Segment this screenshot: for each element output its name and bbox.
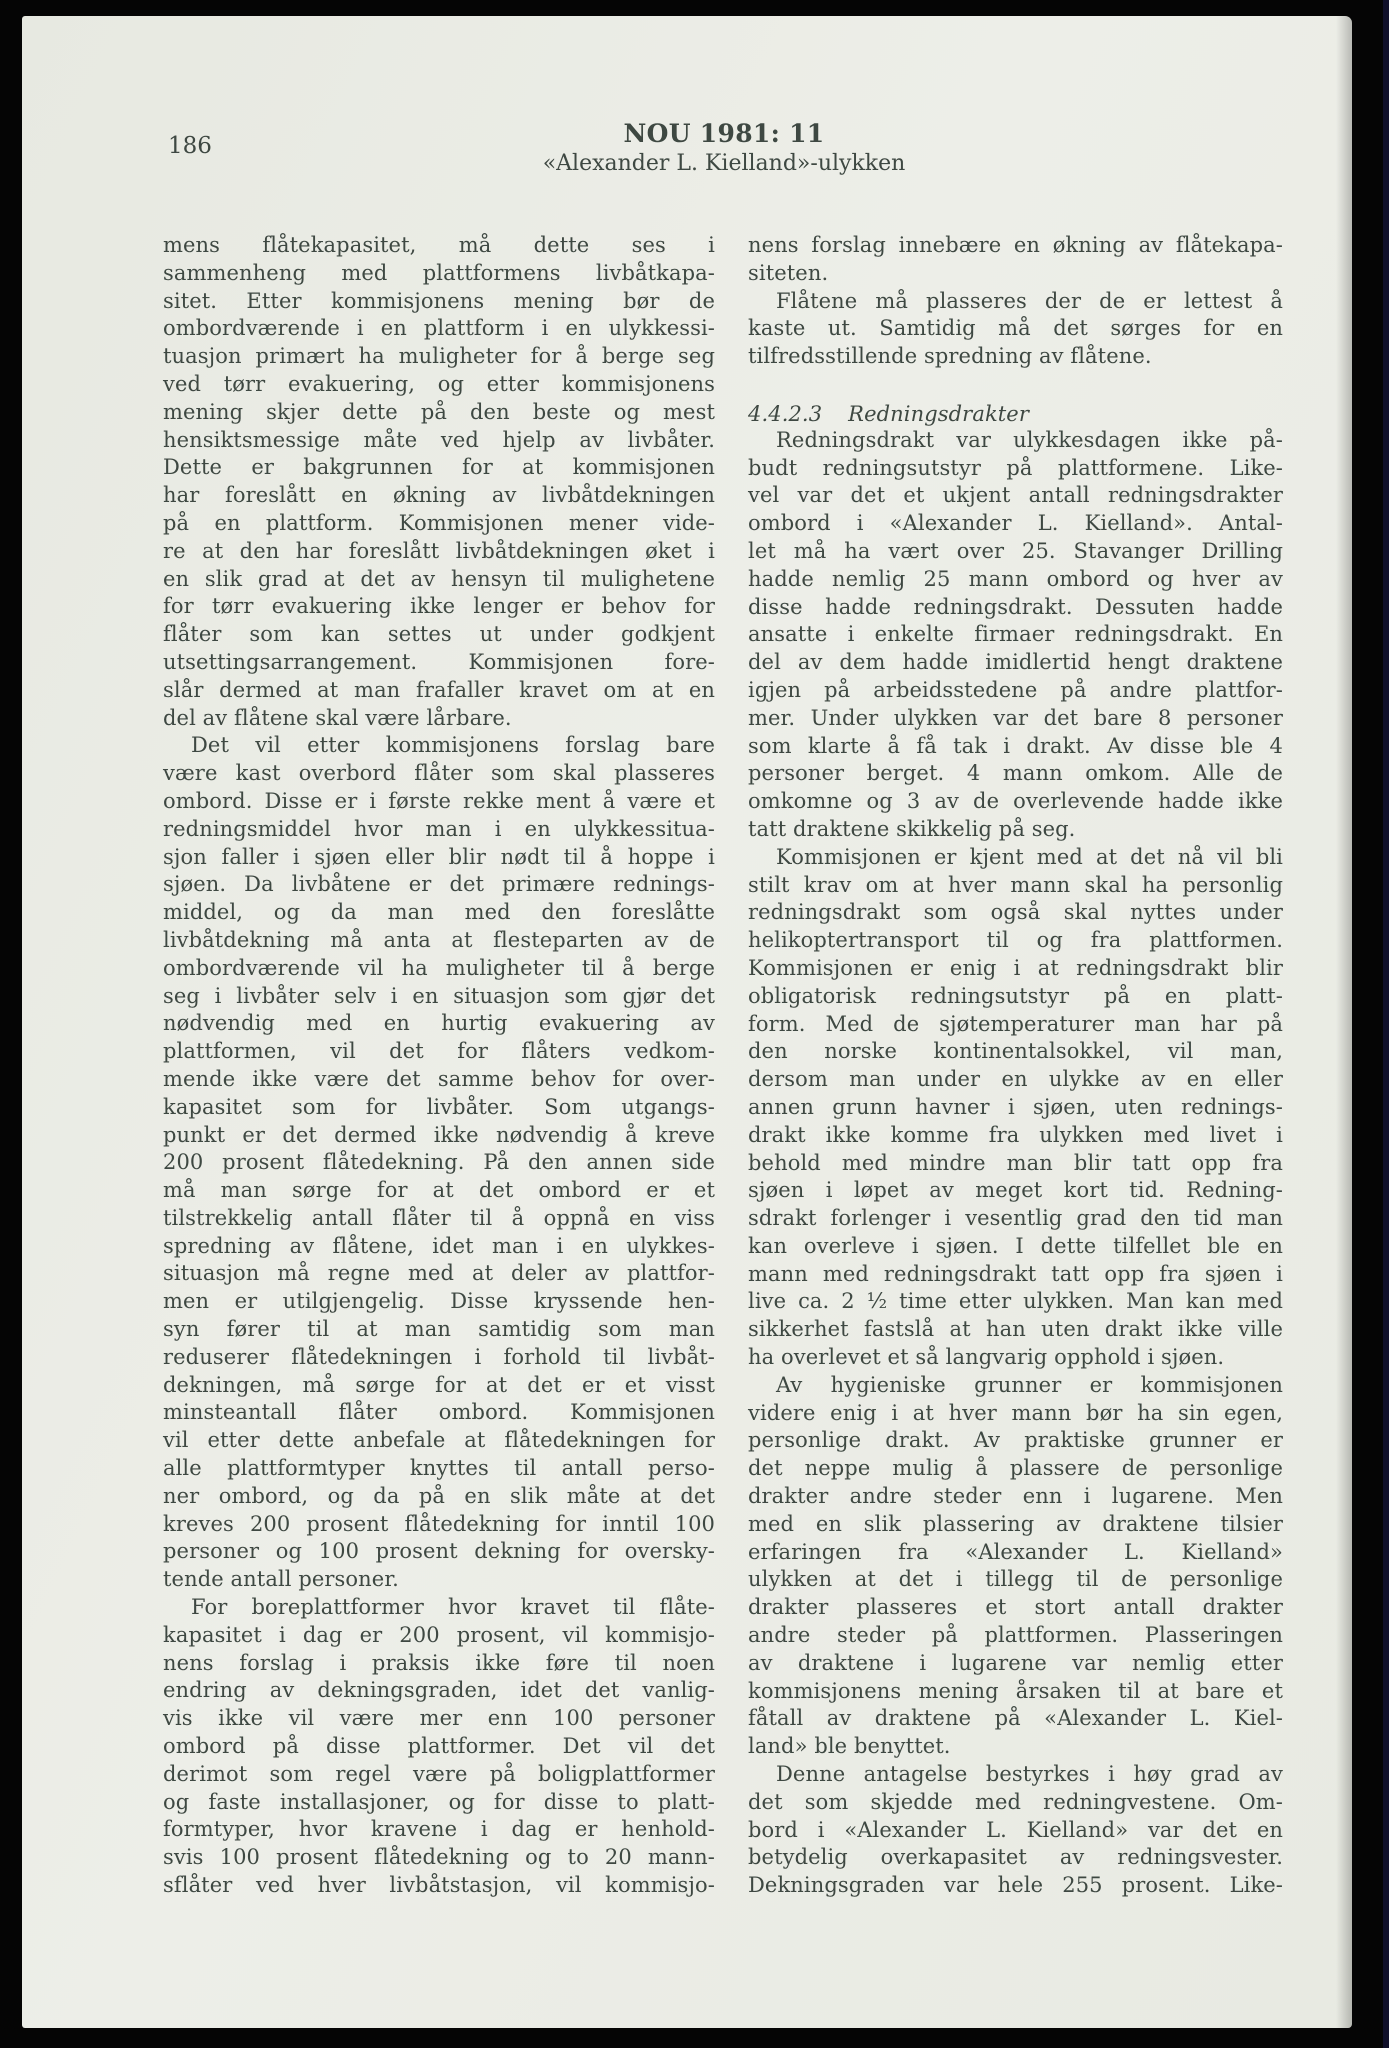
text-line: vel var det et ukjent antall redningsdrakter — [748, 483, 1283, 508]
text-line: sikkerhet fastslå at han uten drakt ikke ville — [748, 1317, 1283, 1342]
text-line: mens flåtekapasitet, må dette ses i — [163, 233, 715, 257]
text-line: dekningen, må sørge for at det er et visst — [163, 1372, 715, 1397]
text-line: ved tørr evakuering, og etter kommisjonens — [163, 371, 715, 396]
text-line: ombord. Disse er i første rekke ment å være et — [163, 788, 715, 813]
text-line: Dekningsgraden var hele 255 prosent. Like- — [748, 1873, 1283, 1898]
text-line: kan overleve i sjøen. I dette tilfellet ble en — [748, 1233, 1283, 1258]
text-line: slår dermed at man frafaller kravet om at en — [163, 677, 715, 702]
text-line: kapasitet som for livbåter. Som utgangs- — [163, 1094, 715, 1119]
section-heading — [748, 401, 1283, 429]
text-line: hensiktsmessige måte ved hjelp av livbåter. — [163, 427, 715, 452]
text-line: men er utilgjengelig. Disse kryssende hen- — [163, 1289, 715, 1314]
section-title: Redningsdrakter — [848, 401, 1029, 426]
text-line: omkomne og 3 av de overlevende hadde ikke — [748, 789, 1283, 814]
text-line: sjøen i løpet av meget kort tid. Redning- — [748, 1178, 1283, 1203]
text-line: behold med mindre man blir tatt opp fra — [748, 1150, 1283, 1175]
text-line: alle plattformtyper knyttes til antall perso- — [163, 1456, 715, 1481]
text-line: annen grunn havner i sjøen, uten rednings- — [748, 1094, 1283, 1119]
text-line: kapasitet i dag er 200 prosent, vil kommisjo- — [163, 1622, 715, 1647]
text-line: Kommisjonen er enig i at redningsdrakt blir — [748, 955, 1283, 980]
page-number: 186 — [168, 133, 212, 159]
text-line: nødvendig med en hurtig evakuering av — [163, 1011, 715, 1036]
text-line: kaste ut. Samtidig må det sørges for en — [748, 316, 1283, 341]
text-line: sflåter ved hver livbåtstasjon, vil kommisjo- — [163, 1873, 715, 1898]
text-line: må man sørge for at det ombord er et — [163, 1178, 715, 1203]
right-column — [748, 232, 1283, 1900]
text-line: drakt ikke komme fra ulykken med livet i — [748, 1122, 1283, 1147]
section-number: 4.4.2.3 — [748, 401, 823, 426]
text-line: situasjon må regne med at deler av plattfor- — [163, 1261, 715, 1286]
scan-edge-sliver — [1383, 0, 1389, 2048]
text-line: den norske kontinentalsokkel, vil man, — [748, 1039, 1283, 1064]
text-line: livbåtdekning må anta at flesteparten av de — [163, 927, 715, 952]
text-line: syn fører til at man samtidig som man — [163, 1317, 715, 1342]
text-line: plattformen, vil det for flåters vedkom- — [163, 1039, 715, 1064]
text-line: ombordværende vil ha muligheter til å berge — [163, 955, 715, 980]
text-columns — [163, 232, 1283, 1900]
text-line: bord i «Alexander L. Kielland» var det en — [748, 1817, 1283, 1842]
paragraph — [163, 1594, 715, 1900]
text-line: vil etter dette anbefale at flåtedekningen for — [163, 1428, 715, 1453]
text-line: tilfredsstillende spredning av flåtene. — [748, 344, 1152, 369]
text-line: mann med redningsdrakt tatt opp fra sjøen i — [748, 1261, 1283, 1286]
text-line: kommisjonens mening årsaken til at bare et — [748, 1678, 1283, 1703]
text-line: form. Med de sjøtemperaturer man har på — [748, 1011, 1283, 1036]
paragraph — [748, 288, 1283, 371]
text-line: sjøen. Da livbåtene er det primære rednings- — [163, 872, 715, 897]
text-line: del av dem hadde imidlertid hengt draktene — [748, 650, 1283, 675]
paragraph — [748, 844, 1283, 1372]
text-line: let må ha vært over 25. Stavanger Drilling — [748, 538, 1283, 563]
text-line: og faste installasjoner, og for disse to platt- — [163, 1789, 715, 1814]
text-line: være kast overbord flåter som skal plasseres — [163, 761, 715, 786]
text-line: personer berget. 4 mann omkom. Alle de — [748, 761, 1283, 786]
text-line: drakter andre steder enn i lugarene. Men — [748, 1484, 1283, 1509]
text-line: hadde nemlig 25 mann ombord og hver av — [748, 566, 1283, 591]
text-line: punkt er det dermed ikke nødvendig å kreve — [163, 1122, 715, 1147]
text-line: av draktene i lugarene var nemlig etter — [748, 1650, 1283, 1675]
text-line: redningsmiddel hvor man i en ulykkessitua- — [163, 816, 715, 841]
text-line: re at den har foreslått livbåtdekningen øket i — [163, 538, 715, 563]
text-line: Denne antagelse bestyrkes i høy grad av — [776, 1762, 1283, 1787]
text-line: middel, og da man med den foreslåtte — [163, 900, 715, 925]
text-line: reduserer flåtedekningen i forhold til livbåt- — [163, 1344, 715, 1369]
text-line: som klarte å få tak i drakt. Av disse ble 4 — [748, 733, 1283, 758]
text-line: betydelig overkapasitet av redningsvester. — [748, 1845, 1283, 1870]
text-line: tuasjon primært ha muligheter for å berge seg — [163, 344, 715, 369]
paragraph — [163, 732, 715, 1594]
text-line: med en slik plassering av draktene tilsier — [748, 1511, 1283, 1536]
text-line: erfaringen fra «Alexander L. Kielland» — [748, 1539, 1283, 1564]
text-line: drakter plasseres et stort antall drakter — [748, 1595, 1283, 1620]
text-line: Dette er bakgrunnen for at kommisjonen — [163, 455, 715, 480]
text-line: tende antall personer. — [163, 1567, 399, 1592]
text-line: sammenheng med plattformens livbåtkapa- — [163, 260, 715, 285]
text-line: det neppe mulig å plassere de personlige — [748, 1456, 1283, 1481]
text-line: redningsdrakt som også skal nyttes under — [748, 900, 1283, 925]
text-line: helikoptertransport til og fra plattformen. — [748, 928, 1283, 953]
text-line: Kommisjonen er kjent med at det nå vil bli — [776, 844, 1283, 869]
text-line: budt redningsutstyr på plattformene. Like- — [748, 455, 1283, 480]
document-page — [22, 16, 1352, 2028]
paragraph — [748, 427, 1283, 844]
text-line: sitet. Etter kommisjonens mening bør de — [163, 288, 715, 313]
text-line: på en plattform. Kommisjonen mener vide- — [163, 510, 715, 535]
text-line: land» ble benyttet. — [748, 1734, 951, 1759]
text-line: ansatte i enkelte firmaer redningsdrakt. En — [748, 622, 1283, 647]
text-line: tatt draktene skikkelig på seg. — [748, 816, 1076, 841]
running-subtitle: «Alexander L. Kielland»-ulykken — [542, 151, 906, 176]
text-line: sdrakt forlenger i vesentlig grad den tid man — [748, 1206, 1283, 1231]
text-line: for tørr evakuering ikke lenger er behov for — [163, 594, 715, 619]
text-line: Flåtene må plasseres der de er lettest å — [776, 288, 1283, 313]
text-line: endring av dekningsgraden, idet det vanlig- — [163, 1678, 715, 1703]
text-line: mening skjer dette på den beste og mest — [163, 399, 715, 424]
text-line: minsteantall flåter ombord. Kommisjonen — [163, 1400, 715, 1425]
text-line: en slik grad at det av hensyn til mulighetene — [163, 566, 715, 591]
text-line: tilstrekkelig antall flåter til å oppnå en viss — [163, 1205, 715, 1230]
left-column — [163, 232, 715, 1900]
text-line: derimot som regel være på boligplattformer — [163, 1761, 715, 1786]
text-line: igjen på arbeidsstedene på andre plattfor- — [748, 677, 1283, 702]
text-line: dersom man under en ulykke av en eller — [748, 1067, 1283, 1092]
text-line: ombordværende i en plattform i en ulykkessi- — [163, 316, 715, 341]
text-line: Det vil etter kommisjonens forslag bare — [191, 733, 715, 758]
text-line: svis 100 prosent flåtedekning og to 20 mann- — [163, 1845, 715, 1870]
text-line: Av hygieniske grunner er kommisjonen — [776, 1372, 1283, 1397]
text-line: del av flåtene skal være lårbare. — [163, 705, 512, 730]
text-line: mer. Under ulykken var det bare 8 personer — [748, 705, 1283, 730]
text-line: nens forslag innebære en økning av flåtekapa- — [748, 233, 1283, 257]
running-title: NOU 1981: 11 — [623, 119, 825, 148]
text-line: ulykken at det i tillegg til de personlige — [748, 1567, 1283, 1592]
text-line: utsettingsarrangement. Kommisjonen fore- — [163, 649, 715, 674]
text-line: kreves 200 prosent flåtedekning for inntil 100 — [163, 1511, 715, 1536]
text-line: spredning av flåtene, idet man i en ulykkes- — [163, 1233, 715, 1258]
text-line: fåtall av draktene på «Alexander L. Kiel- — [748, 1706, 1283, 1731]
text-line: seg i livbåter selv i en situasjon som gjør det — [163, 983, 715, 1008]
paragraph — [748, 1761, 1283, 1900]
text-line: andre steder på plattformen. Plasseringen — [748, 1623, 1283, 1648]
paragraph — [163, 232, 715, 732]
text-line: ha overlevet et så langvarig opphold i sjøen. — [748, 1345, 1225, 1370]
text-line: mende ikke være det samme behov for over- — [163, 1066, 715, 1091]
text-line: stilt krav om at hver mann skal ha personlig — [748, 872, 1283, 897]
text-line: vis ikke vil være mer enn 100 personer — [163, 1706, 715, 1731]
text-line: siteten. — [748, 260, 829, 285]
text-line: For boreplattformer hvor kravet til flåte- — [191, 1595, 715, 1620]
text-line: disse hadde redningsdrakt. Dessuten hadde — [748, 594, 1283, 619]
paragraph — [748, 232, 1283, 288]
text-line: ner ombord, og da på en slik måte at det — [163, 1483, 715, 1508]
text-line: formtyper, hvor kravene i dag er henhold- — [163, 1817, 715, 1842]
text-line: 200 prosent flåtedekning. På den annen side — [163, 1150, 715, 1175]
text-line: har foreslått en økning av livbåtdekningen — [163, 483, 715, 508]
paragraph — [748, 1372, 1283, 1761]
running-head — [163, 119, 1285, 179]
text-line: obligatorisk redningsutstyr på en platt- — [748, 983, 1283, 1008]
text-line: videre enig i at hver mann bør ha sin egen, — [748, 1400, 1283, 1425]
text-line: ombord i «Alexander L. Kielland». Antal- — [748, 511, 1283, 536]
text-line: sjon faller i sjøen eller blir nødt til å hoppe i — [163, 844, 715, 869]
text-line: personer og 100 prosent dekning for oversky- — [163, 1539, 715, 1564]
text-line: flåter som kan settes ut under godkjent — [163, 622, 715, 647]
text-line: ombord på disse plattformer. Det vil det — [163, 1734, 715, 1759]
text-line: live ca. 2 ½ time etter ulykken. Man kan med — [748, 1289, 1283, 1314]
text-line: personlige drakt. Av praktiske grunner er — [748, 1428, 1283, 1453]
text-line: det som skjedde med redningvestene. Om- — [748, 1789, 1283, 1814]
text-line: nens forslag i praksis ikke føre til noen — [163, 1650, 715, 1675]
text-line: Redningsdrakt var ulykkesdagen ikke på- — [776, 427, 1283, 452]
